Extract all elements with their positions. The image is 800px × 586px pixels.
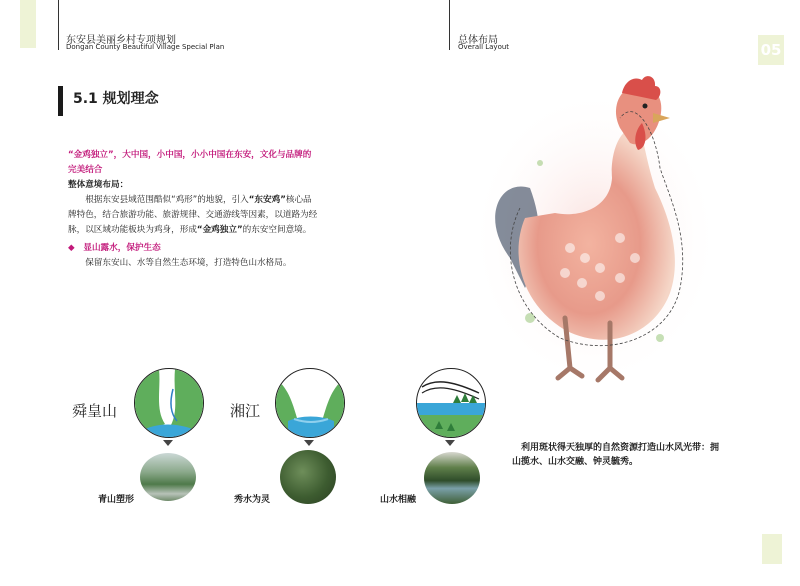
- header-title-cn: 东安县美丽乡村专项规划: [66, 35, 176, 46]
- para-text-1: 根据东安县域范围酷似“鸡形”的地貌，引入: [85, 195, 249, 205]
- diagram-3-circle: [416, 368, 486, 438]
- diagram-1-photo: [140, 453, 196, 501]
- header-section-en: Overall Layout: [458, 43, 510, 51]
- diagram-2-caption: 秀水为灵: [234, 495, 271, 505]
- overall-label: 整体意境布局：: [68, 180, 129, 190]
- para-text-2: 核心品牌特色，结合旅游功能、旅游规律、交通游线等因素，以道路为经脉，以区域功能板块为鸡身，形成: [68, 195, 318, 235]
- diamond-icon: ◆: [68, 243, 75, 253]
- section-title-bar: [58, 86, 63, 116]
- concept-paragraph: [68, 193, 318, 238]
- header-section-cn: 总体布局: [458, 35, 498, 46]
- top-left-tab: [20, 0, 36, 48]
- bottom-right-tab: [762, 534, 782, 564]
- para-bold-1: “东安鸡”: [248, 195, 286, 205]
- diagram-1-circle: [134, 368, 204, 438]
- header-title-en: Dongan County Beautiful Village Special Plan: [66, 43, 225, 51]
- diagram-1-label: 舜皇山: [72, 402, 118, 420]
- bullet-title: 显山露水，保护生态: [83, 243, 161, 253]
- para-text-3: 的东安空间意境。: [242, 225, 312, 235]
- diagram-1-arrow: [163, 440, 173, 446]
- diagram-2-arrow: [304, 440, 314, 446]
- header-divider-right: [449, 0, 450, 50]
- rooster-illustration: [470, 68, 720, 398]
- concept-headline: “金鸡独立”，大中国，小中国，小小中国在东安，文化与品牌的完美结合: [68, 150, 312, 175]
- river-valley-icon: [276, 369, 344, 437]
- diagram-3-arrow: [445, 440, 455, 446]
- diagram-1-caption: 青山塑形: [98, 495, 135, 505]
- header-divider-left: [58, 0, 59, 50]
- para-bold-2: “金鸡独立”: [196, 225, 243, 235]
- mountain-valley-icon: [135, 369, 203, 437]
- side-caption: 利用斑状得天独厚的自然资源打造山水风光带：拥山揽水、山水交融、钟灵毓秀。: [512, 443, 720, 467]
- page-number: 05: [758, 35, 784, 65]
- concept-block: [68, 148, 318, 271]
- bullet-row: [68, 241, 318, 256]
- diagram-3-caption: 山水相融: [380, 495, 417, 505]
- mountain-water-icon: [417, 369, 485, 437]
- bullet-text: 保留东安山、水等自然生态环境，打造特色山水格局。: [85, 258, 292, 268]
- rooster-watercolor-icon: [470, 68, 720, 398]
- diagram-2-label: 湘江: [230, 402, 261, 420]
- diagram-3-photo: [424, 452, 480, 504]
- diagram-2-photo: [280, 450, 336, 504]
- diagram-2-circle: [275, 368, 345, 438]
- section-title: 5.1 规划理念: [73, 91, 159, 107]
